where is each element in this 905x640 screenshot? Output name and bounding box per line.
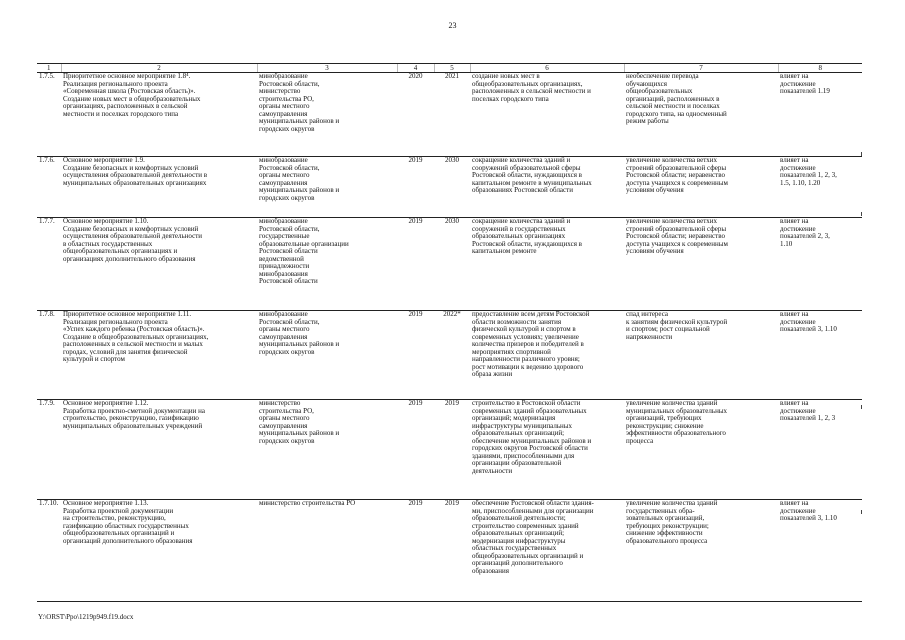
event-cell: Приоритетное основное мероприятие 1.11. Реализация регионального проекта «Успех каждого ребенка (Ростовская область)». Создание в общеобразовательных организациях, расположенных в сельской местности и малых городах, условий для занятия физической культурой и спортом — [61, 311, 257, 400]
end-year-cell: 2019 — [434, 500, 470, 602]
consequence-cell: увеличение количества зданий муниципальных образовательных организаций, требующих реконструкции; снижение эффективности образовательного процесса — [624, 400, 778, 500]
column-number: 3 — [257, 64, 397, 73]
event-cell: Основное мероприятие 1.9. Создание безопасных и комфортных условий осуществления образовательной деятельности в муниципальных образовательных организациях — [61, 157, 257, 218]
measures-table — [37, 63, 862, 602]
executor-cell: министерство строительства РО, органы местного самоуправления муниципальных районов и городских округов — [257, 400, 397, 500]
consequence-cell: увеличение количества ветхих строений образовательной сферы Ростовской области; неравенство доступа учащихся к современным условиям обучения — [624, 218, 778, 311]
start-year-cell: 2019 — [397, 157, 434, 218]
indicator-link-cell: влияет на достижение показателей 3, 1.10 — [778, 500, 862, 602]
consequence-cell: спад интереса к занятиям физической культурой и спортом; рост социальной напряженности — [624, 311, 778, 400]
indicator-link-cell: влияет на достижение показателей 1, 2, 3 — [778, 400, 862, 500]
column-number: 7 — [624, 64, 778, 73]
end-year-cell: 2030 — [434, 218, 470, 311]
result-cell: сокращение количества зданий и сооружений в государственных образовательных организациях Ростовской области, нуждающихся в капитальном ремонте — [470, 218, 624, 311]
start-year-cell: 2019 — [397, 400, 434, 500]
executor-cell: министерство строительства РО — [257, 500, 397, 602]
end-year-cell: 2019 — [434, 400, 470, 500]
executor-cell: минобразование Ростовской области, органы местного самоуправления муниципальных районов и городских округов — [257, 157, 397, 218]
column-number-row — [37, 64, 862, 73]
result-cell: сокращение количества зданий и сооружений образовательной сферы Ростовской области, нуждающихся в капитальном ремонте в муниципальных образованиях Ростовской области — [470, 157, 624, 218]
column-number: 2 — [61, 64, 257, 73]
table-row — [37, 400, 862, 500]
executor-cell: минобразование Ростовской области, министерство строительства РО, органы местного самоуправления муниципальных районов и городских округов — [257, 73, 397, 157]
row-number: 1.7.6. — [37, 157, 61, 218]
table-row — [37, 311, 862, 400]
indicator-link-cell: влияет на достижение показателей 2, 3, 1.10 — [778, 218, 862, 311]
event-cell: Приоритетное основное мероприятие 1.8⁴. Реализация регионального проекта «Современная школа (Ростовская область)». Создание новых мест в общеобразовательных организациях, расположенных в сельской местности и поселках городского типа — [61, 73, 257, 157]
end-year-cell: 2021 — [434, 73, 470, 157]
consequence-cell: увеличение количества зданий государственных обра- зовательных организаций, требующих реконструкции; снижение эффективности образовательного процесса — [624, 500, 778, 602]
row-number: 1.7.8. — [37, 311, 61, 400]
row-number: 1.7.7. — [37, 218, 61, 311]
end-year-cell: 2030 — [434, 157, 470, 218]
event-cell: Основное мероприятие 1.10. Создание безопасных и комфортных условий осуществления образовательной деятельности в областных государственных общеобразовательных организациях и организациях дополнительного образования — [61, 218, 257, 311]
table-row — [37, 157, 862, 218]
table-row — [37, 218, 862, 311]
margin-mark — [861, 510, 862, 514]
column-number: 8 — [778, 64, 862, 73]
page-number: 23 — [448, 21, 457, 30]
margin-mark — [861, 152, 862, 156]
indicator-link-cell: влияет на достижение показателей 3, 1.10 — [778, 311, 862, 400]
file-path-footer: Y:\ORST\Ppo\1219p949.f19.docx — [38, 613, 134, 621]
consequence-cell: увеличение количества ветхих строений образовательной сферы Ростовской области; неравенство доступа учащихся к современным условиям обучения — [624, 157, 778, 218]
start-year-cell: 2019 — [397, 311, 434, 400]
column-number: 4 — [397, 64, 434, 73]
row-number: 1.7.9. — [37, 400, 61, 500]
result-cell: создание новых мест в общеобразовательных организациях, расположенных в сельской местности и поселках городского типа — [470, 73, 624, 157]
result-cell: обеспечение Ростовской области здания- ми, приспособленными для организации образовательной деятельности; строительство современных зданий образовательных организаций; модернизация инфраструктуры областных государственных общеобразовательных организаций и организаций дополнительного образования — [470, 500, 624, 602]
result-cell: предоставление всем детям Ростовской области возможности занятия физической культурой и спортом в современных условиях; увеличение количества призеров и победителей в мероприятиях спортивной направленности различного уровня; рост мотивации к ведению здорового образа жизни — [470, 311, 624, 400]
indicator-link-cell: влияет на достижение показателей 1, 2, 3, 1.5, 1.10, 1.20 — [778, 157, 862, 218]
consequence-cell: необеспечение перевода обучающихся общеобразовательных организаций, расположенных в сельской местности и поселках городского типа, на односменный режим работы — [624, 73, 778, 157]
result-cell: строительство в Ростовской области современных зданий образовательных организаций; модернизация инфраструктуры муниципальных образовательных организаций; обеспечение муниципальных районов и городских округов Ростовской области зданиями, приспособленными для организации образовательной деятельности — [470, 400, 624, 500]
margin-mark — [861, 212, 862, 216]
start-year-cell: 2020 — [397, 73, 434, 157]
table-row — [37, 500, 862, 602]
indicator-link-cell: влияет на достижение показателей 1.19 — [778, 73, 862, 157]
end-year-cell: 2022* — [434, 311, 470, 400]
row-number: 1.7.10. — [37, 500, 61, 602]
table-row — [37, 73, 862, 157]
margin-mark — [861, 405, 862, 409]
executor-cell: минобразование Ростовской области, государственные образовательные организации Ростовской области ведомственной принадлежности минобразования Ростовской области — [257, 218, 397, 311]
executor-cell: минобразование Ростовской области, органы местного самоуправления муниципальных районов и городских округов — [257, 311, 397, 400]
start-year-cell: 2019 — [397, 218, 434, 311]
column-number: 6 — [470, 64, 624, 73]
start-year-cell: 2019 — [397, 500, 434, 602]
column-number: 5 — [434, 64, 470, 73]
row-number: 1.7.5. — [37, 73, 61, 157]
event-cell: Основное мероприятие 1.12. Разработка проектно-сметной документации на строительство, реконструкцию, газификацию муниципальных образовательных учреждений — [61, 400, 257, 500]
column-number: 1 — [37, 64, 61, 73]
event-cell: Основное мероприятие 1.13. Разработка проектной документации на строительство, реконструкцию, газификацию областных государственных общеобразовательных организаций и организаций дополнительного образования — [61, 500, 257, 602]
